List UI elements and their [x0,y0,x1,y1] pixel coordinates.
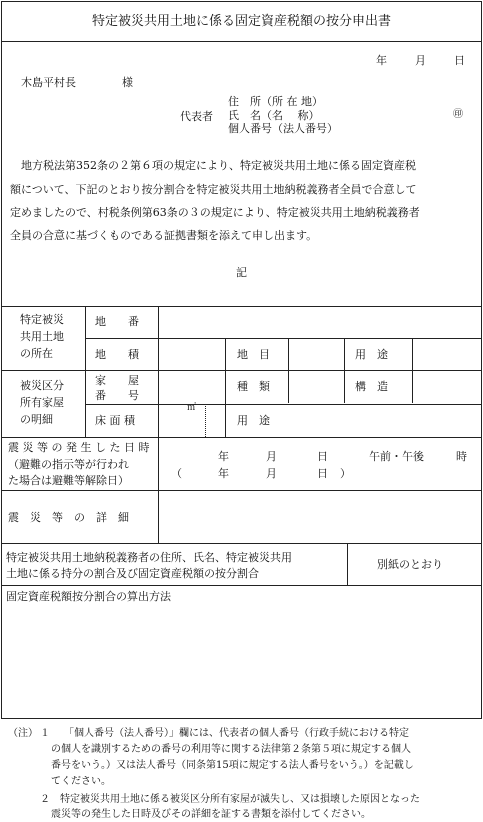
datetime-paren-open: （ [171,467,182,480]
datetime-hour: 時 [456,450,467,463]
datetime-month2: 月 [266,467,277,480]
house-header-2: 所有家屋 [20,396,64,409]
col-dotted [205,404,206,437]
house-header-1: 被災区分 [20,379,64,392]
date-year: 年 [376,54,387,67]
datetime-day: 日 [317,450,328,463]
land-bottom [1,370,482,371]
col-share-divider [347,543,348,585]
col-mid1 [225,338,226,437]
document-title: 特定被災共用土地に係る固定資産税額の按分申出書 [91,14,391,29]
frame-top [1,1,482,2]
col-label-divider [158,306,159,543]
col-mid2 [288,338,289,403]
datetime-label-3: た場合は避難等解除日） [8,474,129,487]
chiseki-label: 地 積 [95,348,139,361]
representative-name: 氏 名（名 称） [228,109,320,122]
share-label-2: 土地に係る持分の割合及び固定資産税額の按分割合 [6,567,259,580]
datetime-bottom [1,490,482,491]
datetime-day2: 日 [317,467,328,480]
note-1-line-2: の個人を識別するための番号の利用等に関する法律第２条第５項に規定する個人 [51,744,411,755]
bango-label: 番 号 [95,389,139,402]
shurui-label: 種 類 [237,380,270,393]
body-line-3: 定めましたので、村税条例第63条の３の規定により、特定被災共用土地納税義務者 [10,206,420,219]
note-1-line-3: 番号をいう。）又は法人番号（同条第15項に規定する法人番号をいう。）を記載し [51,760,414,771]
note-2-line-2: 震災等の発生した日時及びその詳細を証する書類を添付してください。 [51,809,371,820]
col-header-divider [85,306,86,437]
kaoku-label: 家 屋 [95,374,139,387]
ki-label: 記 [236,266,247,279]
house-row-divider [85,404,482,405]
share-label-1: 特定被災共用土地納税義務者の住所、氏名、特定被災共用 [6,551,292,564]
date-month: 月 [415,54,426,67]
col-mid3 [344,338,345,403]
sqm-unit: ㎡ [187,403,197,413]
land-row-divider [85,338,482,339]
datetime-label-2: （避難の指示等が行われ [8,458,129,471]
datetime-ampm: 午前・午後 [369,450,424,463]
land-header-2: 共用土地 [20,330,64,343]
datetime-label-1: 震 災 等 の 発 生 し た 日 時 [8,441,150,454]
land-header-1: 特定被災 [20,313,64,326]
col-mid4 [412,338,413,403]
frame-bottom [1,718,482,719]
land-header-3: の所在 [20,347,53,360]
chimoku-label: 地 目 [237,348,270,361]
datetime-paren-close: ） [340,467,351,480]
note-2-line-1: 特定被災共用土地に係る被災区分所有家屋が滅失し、又は損壊した原因となった [60,794,420,805]
share-bottom [1,585,482,586]
representative-number: 個人番号（法人番号） [228,122,338,135]
representative-label: 代表者 [180,110,213,123]
body-line-2: 額について、下記のとおり按分割合を特定被災共用土地納税義務者全員で合意して [10,183,417,196]
calc-method-label: 固定資産税額按分割合の算出方法 [6,590,171,603]
datetime-year2: 年 [218,467,229,480]
note-1-line-1: 「個人番号（法人番号）」欄には、代表者の個人番号（行政手続における特定 [64,728,409,739]
chiban-label: 地 番 [95,315,139,328]
body-line-4: 全員の合意に基づくものである証拠書類を添えて申し出ます。 [10,229,318,242]
body-line-1: 地方税法第352条の２第６項の規定により、特定被災共用土地に係る固定資産税 [10,159,416,172]
note-2-number: ２ [40,794,50,805]
kozo-label: 構 造 [355,380,388,393]
seal-mark: ㊞ [453,109,463,120]
addressee: 木島平村長 [21,76,76,89]
addressee-suffix: 様 [122,76,133,89]
house-bottom [1,437,482,438]
representative-address: 住 所（所 在 地） [228,95,323,108]
note-1-number: １ [40,728,50,739]
frame-right [481,1,482,719]
land-yoto-label: 用 途 [355,348,388,361]
table-top [1,306,482,307]
frame-left [1,1,2,719]
date-day: 日 [454,54,465,67]
disaster-detail-label: 震 災 等 の 詳 細 [8,511,129,524]
datetime-year: 年 [218,450,229,463]
share-value: 別紙のとおり [377,558,443,571]
house-yoto-label: 用 途 [237,414,270,427]
datetime-month: 月 [266,450,277,463]
title-divider [1,41,482,42]
detail-bottom [1,543,482,544]
note-1-line-4: てください。 [51,776,111,787]
notes-head: （注） [8,728,38,739]
house-header-3: の明細 [20,413,53,426]
yukamenseki-label: 床 面 積 [95,414,135,427]
